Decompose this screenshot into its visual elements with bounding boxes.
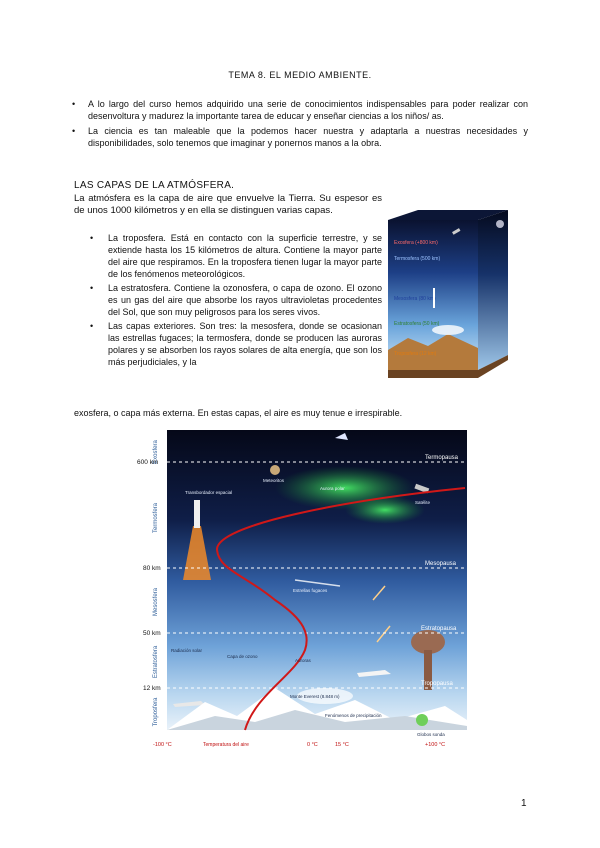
atmosphere-layers-diagram <box>137 430 467 750</box>
section-intro: La atmósfera es la capa de aire que envuelve la Tierra. Su espesor es de unos 1000 kilómetros y en ella se distinguen varias capas. <box>74 193 382 216</box>
intro-bullet: • A lo largo del curso hemos adquirido una serie de conocimientos indispensables para poder realizar con desenvoltura y madurez la importante tarea de educar y enseñar ciencias a los niños/ as. <box>88 98 528 122</box>
document-title: TEMA 8. EL MEDIO AMBIENTE. <box>228 70 372 80</box>
label-thermosphere: Termosfera (500 km) <box>394 256 441 262</box>
section-title: LAS CAPAS DE LA ATMÓSFERA. <box>74 180 235 191</box>
altitude-label: 80 km <box>143 565 161 572</box>
layer-name: Exosfera <box>153 440 159 464</box>
annotation: Meteoritos <box>263 478 285 483</box>
temp-tick: 0 °C <box>307 742 318 748</box>
pause-label: Tropopausa <box>421 681 453 687</box>
layer-name: Termosfera <box>153 502 159 534</box>
label-stratosphere: Estratosfera (50 km) <box>394 321 440 327</box>
annotation: Aurora polar <box>320 486 345 491</box>
altitude-label: 600 km <box>137 459 159 466</box>
temp-axis-title: Temperatura del aire <box>203 742 249 748</box>
label-troposphere: Troposfera (12 km) <box>394 351 437 357</box>
annotation: Estrellas fugaces <box>293 588 328 593</box>
rocket-icon <box>194 500 200 528</box>
galaxy-icon <box>496 220 504 228</box>
annotation: Capa de ozono <box>227 654 258 659</box>
altitude-label: 12 km <box>143 685 161 692</box>
atmosphere-block-figure <box>388 210 548 390</box>
intro-list <box>88 98 528 152</box>
annotation: Monte Everest (8.848 m) <box>290 694 340 699</box>
label-exosphere: Exosfera (+800 km) <box>394 240 438 246</box>
pause-label: Mesopausa <box>425 561 457 567</box>
aurora-icon <box>345 496 425 524</box>
layer-name-strip <box>145 430 167 740</box>
label-mesosphere: Mesosfera (80 km) <box>394 296 436 302</box>
annotation: Globos sonda <box>417 732 445 737</box>
balloon-icon <box>416 714 428 726</box>
temp-tick: +100 °C <box>425 742 446 748</box>
temp-tick: -100 °C <box>153 742 172 748</box>
altitude-label: 50 km <box>143 630 161 637</box>
block-side <box>478 210 508 370</box>
temperature-axis <box>153 742 445 748</box>
temp-tick: 15 °C <box>335 742 349 748</box>
layer-name: Troposfera <box>153 697 159 727</box>
layer-bullet-troposphere: • La troposfera. Está en contacto con la superficie terrestre, y se extiende hasta los 15 kilómetros de altura. Contiene la mayor parte del aire que respiramos. En la troposfera tienen lugar la mayor parte de los fenómenos meteorológicos. <box>108 232 382 280</box>
layer-bullet-outer: • Las capas exteriores. Son tres: la mesosfera, donde se ocasionan las estrellas fugaces; la termosfera, donde se producen las auroras polares y se absorben los rayos solares de alta energía, que son los más perjudiciales, y la <box>108 320 382 368</box>
meteorite-icon <box>270 465 280 475</box>
pause-label: Estratopausa <box>421 626 457 632</box>
layers-list <box>108 232 382 370</box>
page-number: 1 <box>521 798 527 809</box>
intro-bullet: • La ciencia es tan maleable que la podemos hacer nuestra y adaptarla a nuestras necesidades y disponibilidades, solo tenemos que imaginar y ponernos manos a la obra. <box>88 125 528 149</box>
annotation: Radiación solar <box>171 648 203 653</box>
pause-label: Termopausa <box>425 455 459 461</box>
tail-text: exosfera, o capa más externa. En estas capas, el aire es muy tenue e irrespirable. <box>74 408 403 418</box>
annotation: Satélite <box>415 500 431 505</box>
annotation: Fenómenos de precipitación <box>325 713 382 718</box>
layer-bullet-stratosphere: • La estratosfera. Contiene la ozonosfera, o capa de ozono. El ozono es un gas del aire que absorbe los rayos ultravioletas procedentes del Sol, que son muy peligrosos para los seres vivos. <box>108 282 382 318</box>
layer-name: Mesosfera <box>153 587 159 617</box>
annotation: Auroras <box>295 658 311 663</box>
layer-name: Estratosfera <box>153 645 159 679</box>
annotation: Transbordador espacial <box>185 490 233 495</box>
